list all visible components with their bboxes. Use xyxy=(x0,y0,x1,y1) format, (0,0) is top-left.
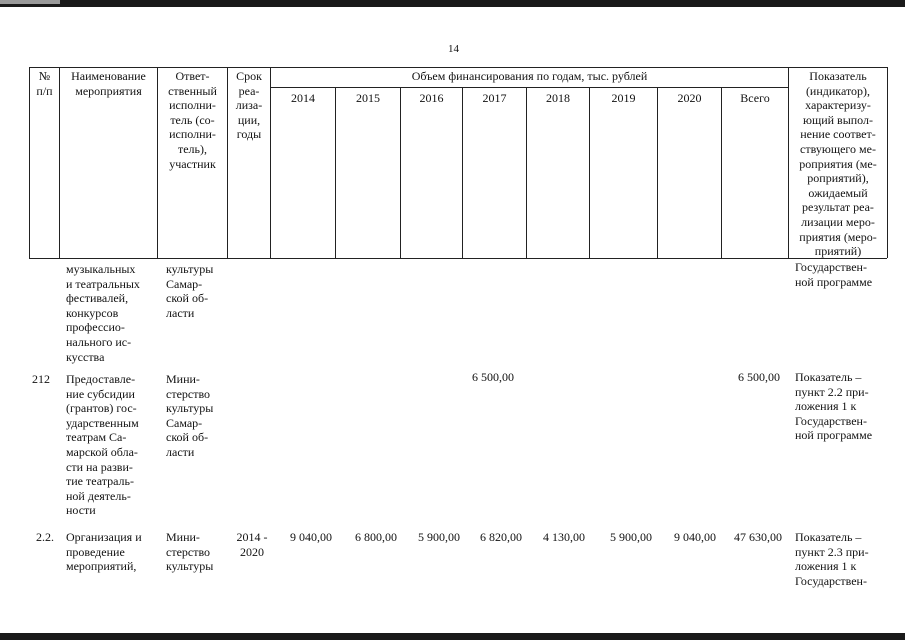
row-212-name: Предоставле- ние субсидии (грантов) гос- ударственным театрам Са- марской обла- сти на разви- тие театраль- ной деятель- ности xyxy=(66,372,139,518)
table-right-border xyxy=(887,67,888,258)
row-2-2-value-2017: 6 820,00 xyxy=(480,530,522,544)
header-year-2017: 2017 xyxy=(482,91,507,105)
header-bottom-border xyxy=(29,258,887,259)
row-2-2-value-2015: 6 800,00 xyxy=(355,530,397,544)
row-2-2-value-2018: 4 130,00 xyxy=(543,530,585,544)
row-2-2-name: Организация и проведение мероприятий, xyxy=(66,530,142,574)
row-2-2-value-2016: 5 900,00 xyxy=(418,530,460,544)
row-2-2-value-2020: 9 040,00 xyxy=(674,530,716,544)
header-year-2019: 2019 xyxy=(611,91,636,105)
row-212-responsible: Мини- стерство культуры Самар- ской об- ласти xyxy=(166,372,214,459)
col-divider-2014 xyxy=(335,87,336,258)
col-divider-2016 xyxy=(462,87,463,258)
row-212-value-total: 6 500,00 xyxy=(738,370,780,384)
row-212-indicator: Показатель – пункт 2.2 при- ложения 1 к Государствен- ной программе xyxy=(795,370,873,443)
row-continuation-responsible: культуры Самар- ской об- ласти xyxy=(166,262,214,320)
header-indicator: Показатель (индикатор), характеризу- ющий выпол- нение соответ- ствующего ме- роприятия (ме- роприятий), ожидаемый результат реа- лизации меро- приятия (меро- приятий) xyxy=(799,69,877,259)
row-continuation-indicator: Государствен- ной программе xyxy=(795,260,873,289)
col-divider-2019 xyxy=(657,87,658,258)
header-num: № п/п xyxy=(36,69,53,98)
col-divider-2018 xyxy=(589,87,590,258)
header-responsible: Ответ- ственный исполни- тель (со- исполни- тель), участник xyxy=(168,69,217,171)
row-continuation-name: музыкальных и театральных фестивалей, конкурсов профессио- нального ис- кусства xyxy=(66,262,140,364)
page-number: 14 xyxy=(448,43,459,55)
row-2-2-term: 2014 - 2020 xyxy=(236,530,268,559)
header-name: Наименование мероприятия xyxy=(71,69,146,98)
col-divider-2017 xyxy=(526,87,527,258)
header-year-2016: 2016 xyxy=(419,91,444,105)
row-2-2-value-total: 47 630,00 xyxy=(734,530,782,544)
row-2-2-value-2019: 5 900,00 xyxy=(610,530,652,544)
row-212-num: 212 xyxy=(32,372,50,386)
funding-header-divider xyxy=(270,87,788,88)
row-2-2-num: 2.2. xyxy=(36,530,54,544)
header-year-2015: 2015 xyxy=(356,91,380,105)
col-divider-2020 xyxy=(721,87,722,258)
header-year-2014: 2014 xyxy=(291,91,315,105)
row-2-2-responsible: Мини- стерство культуры xyxy=(166,530,214,574)
header-year-total: Всего xyxy=(740,91,770,105)
header-funding: Объем финансирования по годам, тыс. рублей xyxy=(411,69,648,83)
header-term: Срок реа- лиза- ции, годы xyxy=(235,69,263,142)
row-212-value-2017: 6 500,00 xyxy=(472,370,514,384)
header-year-2020: 2020 xyxy=(677,91,702,105)
row-2-2-value-2014: 9 040,00 xyxy=(290,530,332,544)
header-year-2018: 2018 xyxy=(546,91,570,105)
col-divider-2015 xyxy=(400,87,401,258)
row-2-2-indicator: Показатель – пункт 2.3 при- ложения 1 к Государствен- xyxy=(795,530,869,588)
